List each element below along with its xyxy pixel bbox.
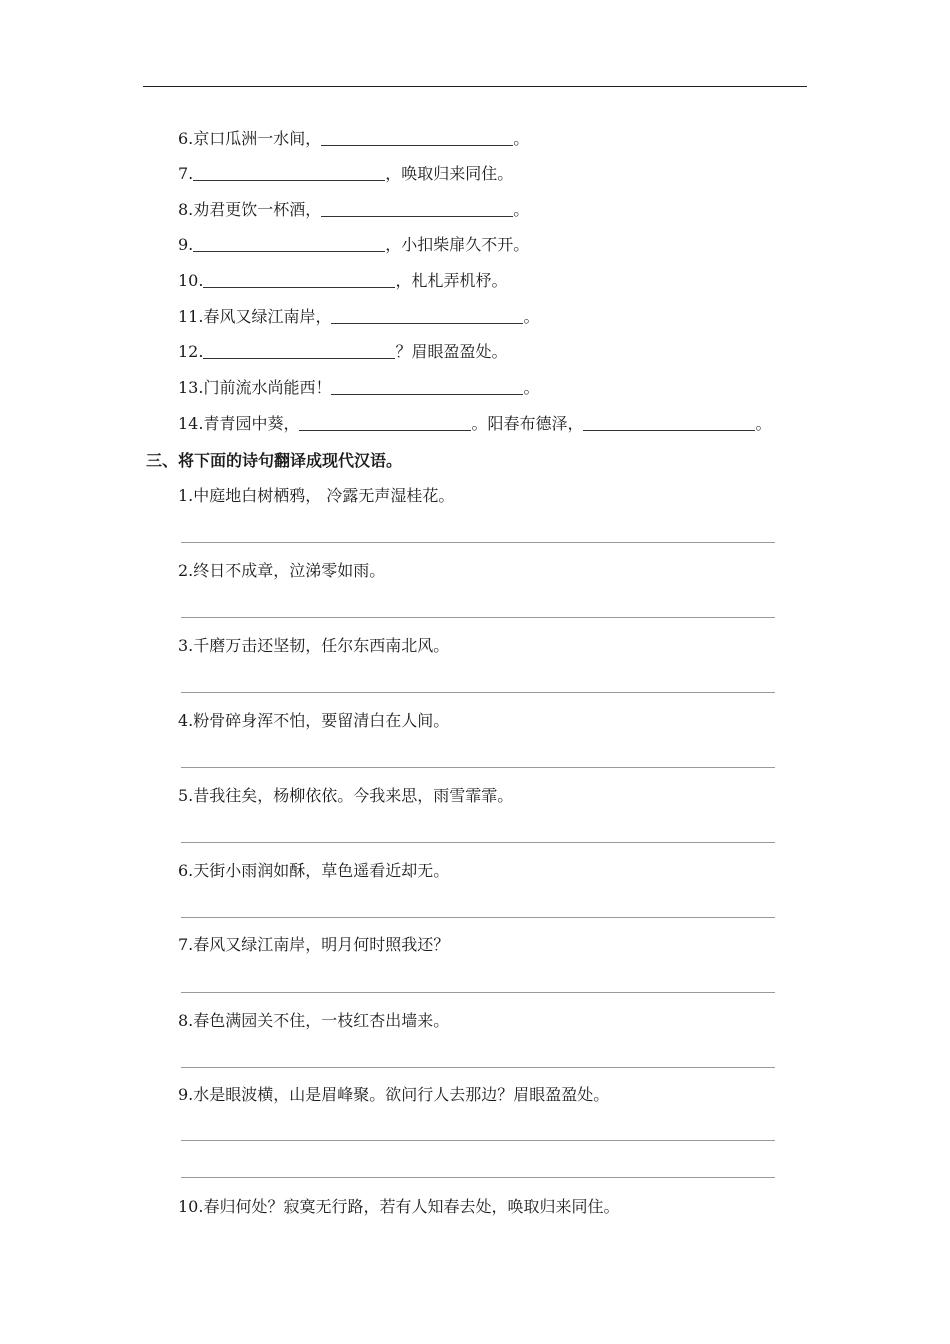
suffix-text: 。 xyxy=(513,200,530,219)
answer-line[interactable] xyxy=(181,917,775,918)
suffix-text: ？眉眼盈盈处。 xyxy=(395,342,508,361)
answer-blank[interactable] xyxy=(331,307,523,324)
fill-item-8 xyxy=(178,199,529,221)
answer-line[interactable] xyxy=(181,767,775,768)
translation-item: 6.天街小雨润如酥，草色遥看近却无。 xyxy=(178,861,450,880)
translation-item: 9.水是眼波横，山是眉峰聚。欲问行人去那边？眉眼盈盈处。 xyxy=(178,1085,610,1104)
translation-item: 10.春归何处？寂寞无行路，若有人知春去处，唤取归来同住。 xyxy=(178,1197,620,1216)
prompt-text: 7. xyxy=(178,164,194,183)
answer-line[interactable] xyxy=(181,542,775,543)
answer-blank[interactable] xyxy=(321,129,513,146)
translation-item: 4.粉骨碎身浑不怕，要留清白在人间。 xyxy=(178,711,450,730)
suffix-text: 。 xyxy=(513,129,530,148)
fill-item-6 xyxy=(178,128,529,150)
prompt-text: 10. xyxy=(178,271,204,290)
answer-blank[interactable] xyxy=(203,271,395,288)
answer-blank[interactable] xyxy=(321,200,513,217)
suffix-text: 。 xyxy=(523,378,540,397)
translation-item: 7.春风又绿江南岸，明月何时照我还？ xyxy=(178,935,450,954)
translation-item: 1.中庭地白树栖鸦， 冷露无声湿桂花。 xyxy=(178,486,455,505)
fill-item-9 xyxy=(178,234,529,256)
translation-item: 3.千磨万击还坚韧，任尔东西南北风。 xyxy=(178,636,450,655)
prompt-text: 12. xyxy=(178,342,204,361)
fill-item-11 xyxy=(178,306,539,328)
suffix-text: ，札札弄机杼。 xyxy=(395,271,508,290)
prompt-text: 11.春风又绿江南岸， xyxy=(178,307,332,326)
answer-blank[interactable] xyxy=(583,414,755,431)
answer-blank[interactable] xyxy=(331,378,523,395)
translation-item: 5.昔我往矣，杨柳依依。今我来思，雨雪霏霏。 xyxy=(178,786,514,805)
answer-line[interactable] xyxy=(181,842,775,843)
prompt-text: 9. xyxy=(178,235,194,254)
suffix-text: ，唤取归来同住。 xyxy=(385,164,514,183)
translation-item: 8.春色满园关不住，一枝红杏出墙来。 xyxy=(178,1011,450,1030)
answer-line[interactable] xyxy=(181,1177,775,1178)
answer-blank[interactable] xyxy=(193,164,385,181)
header-rule xyxy=(143,86,807,87)
answer-line[interactable] xyxy=(181,1067,775,1068)
answer-blank[interactable] xyxy=(299,414,471,431)
fill-item-12 xyxy=(178,341,507,363)
prompt-text: 14.青青园中葵， xyxy=(178,414,300,433)
fill-item-7 xyxy=(178,163,513,185)
answer-line[interactable] xyxy=(181,617,775,618)
section-heading: 三、将下面的诗句翻译成现代汉语。 xyxy=(146,451,403,470)
answer-blank[interactable] xyxy=(193,235,385,252)
suffix-text: 。 xyxy=(755,414,772,433)
fill-item-14 xyxy=(178,413,771,435)
answer-blank[interactable] xyxy=(203,342,395,359)
answer-line[interactable] xyxy=(181,692,775,693)
suffix-text: ，小扣柴扉久不开。 xyxy=(385,235,530,254)
fill-item-10 xyxy=(178,270,507,292)
answer-line[interactable] xyxy=(181,992,775,993)
fill-item-13 xyxy=(178,377,539,399)
suffix-text: 。 xyxy=(523,307,540,326)
middle-text: 。阳春布德泽， xyxy=(471,414,584,433)
answer-line[interactable] xyxy=(181,1140,775,1141)
prompt-text: 8.劝君更饮一杯酒， xyxy=(178,200,322,219)
prompt-text: 13.门前流水尚能西！ xyxy=(178,378,332,397)
prompt-text: 6.京口瓜洲一水间， xyxy=(178,129,322,148)
translation-item: 2.终日不成章，泣涕零如雨。 xyxy=(178,561,386,580)
